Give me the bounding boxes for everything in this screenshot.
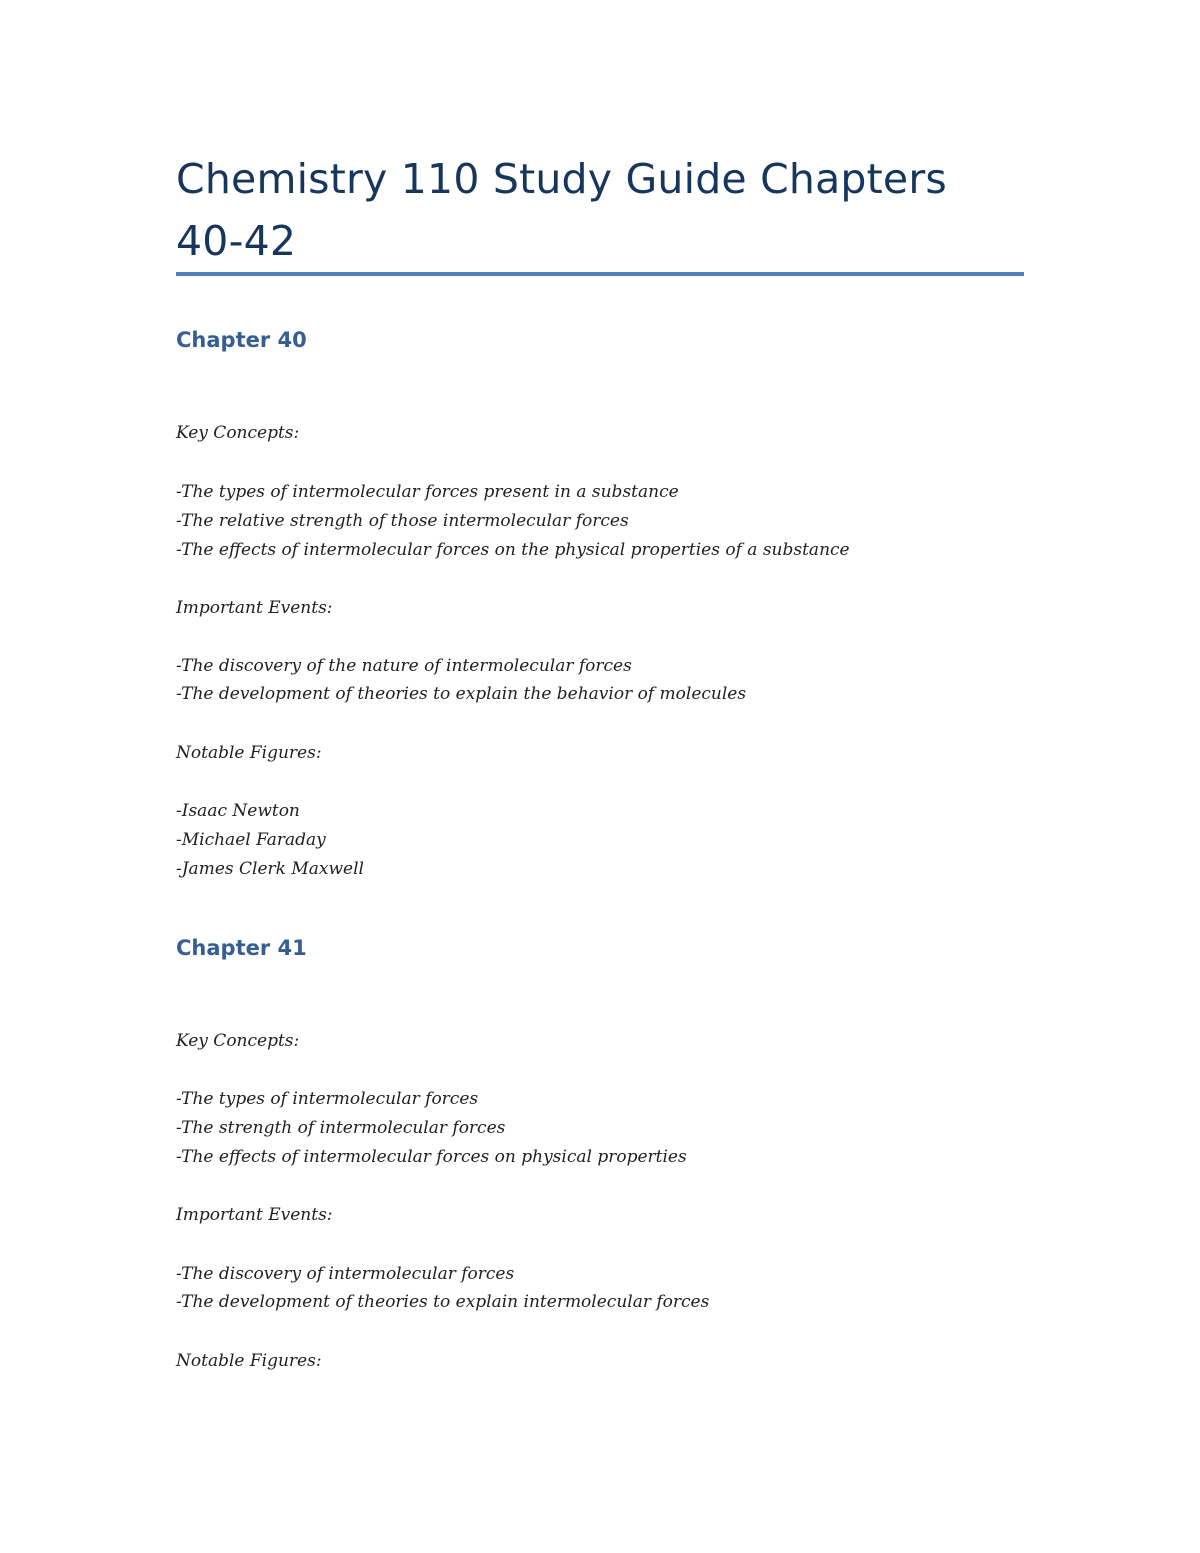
- important-event-item: -The development of theories to explain the behavior of molecules: [176, 684, 747, 704]
- key-concept-item: -The strength of intermolecular forces: [176, 1118, 506, 1138]
- key-concept-item: -The effects of intermolecular forces on the physical properties of a substance: [176, 540, 850, 560]
- chapter-heading: Chapter 41: [176, 936, 307, 960]
- key-concept-item: -The effects of intermolecular forces on physical properties: [176, 1147, 687, 1167]
- important-event-item: -The development of theories to explain intermolecular forces: [176, 1292, 710, 1312]
- title-underline-rule: [176, 272, 1024, 276]
- important-event-item: -The discovery of the nature of intermolecular forces: [176, 656, 632, 676]
- key-concept-item: -The types of intermolecular forces: [176, 1089, 479, 1109]
- document-title: Chemistry 110 Study Guide Chapters 40-42: [176, 155, 947, 265]
- notable-figure-item: -Isaac Newton: [176, 801, 300, 821]
- notable-figure-item: -James Clerk Maxwell: [176, 859, 364, 879]
- key-concepts-label: Key Concepts:: [176, 423, 300, 443]
- key-concept-item: -The types of intermolecular forces present in a substance: [176, 482, 679, 502]
- important-event-item: -The discovery of intermolecular forces: [176, 1264, 515, 1284]
- notable-figures-label: Notable Figures:: [176, 1351, 322, 1371]
- key-concepts-label: Key Concepts:: [176, 1031, 300, 1051]
- key-concept-item: -The relative strength of those intermolecular forces: [176, 511, 629, 531]
- notable-figures-label: Notable Figures:: [176, 743, 322, 763]
- important-events-label: Important Events:: [176, 1205, 333, 1225]
- important-events-label: Important Events:: [176, 598, 333, 618]
- notable-figure-item: -Michael Faraday: [176, 830, 326, 850]
- chapter-heading: Chapter 40: [176, 328, 307, 352]
